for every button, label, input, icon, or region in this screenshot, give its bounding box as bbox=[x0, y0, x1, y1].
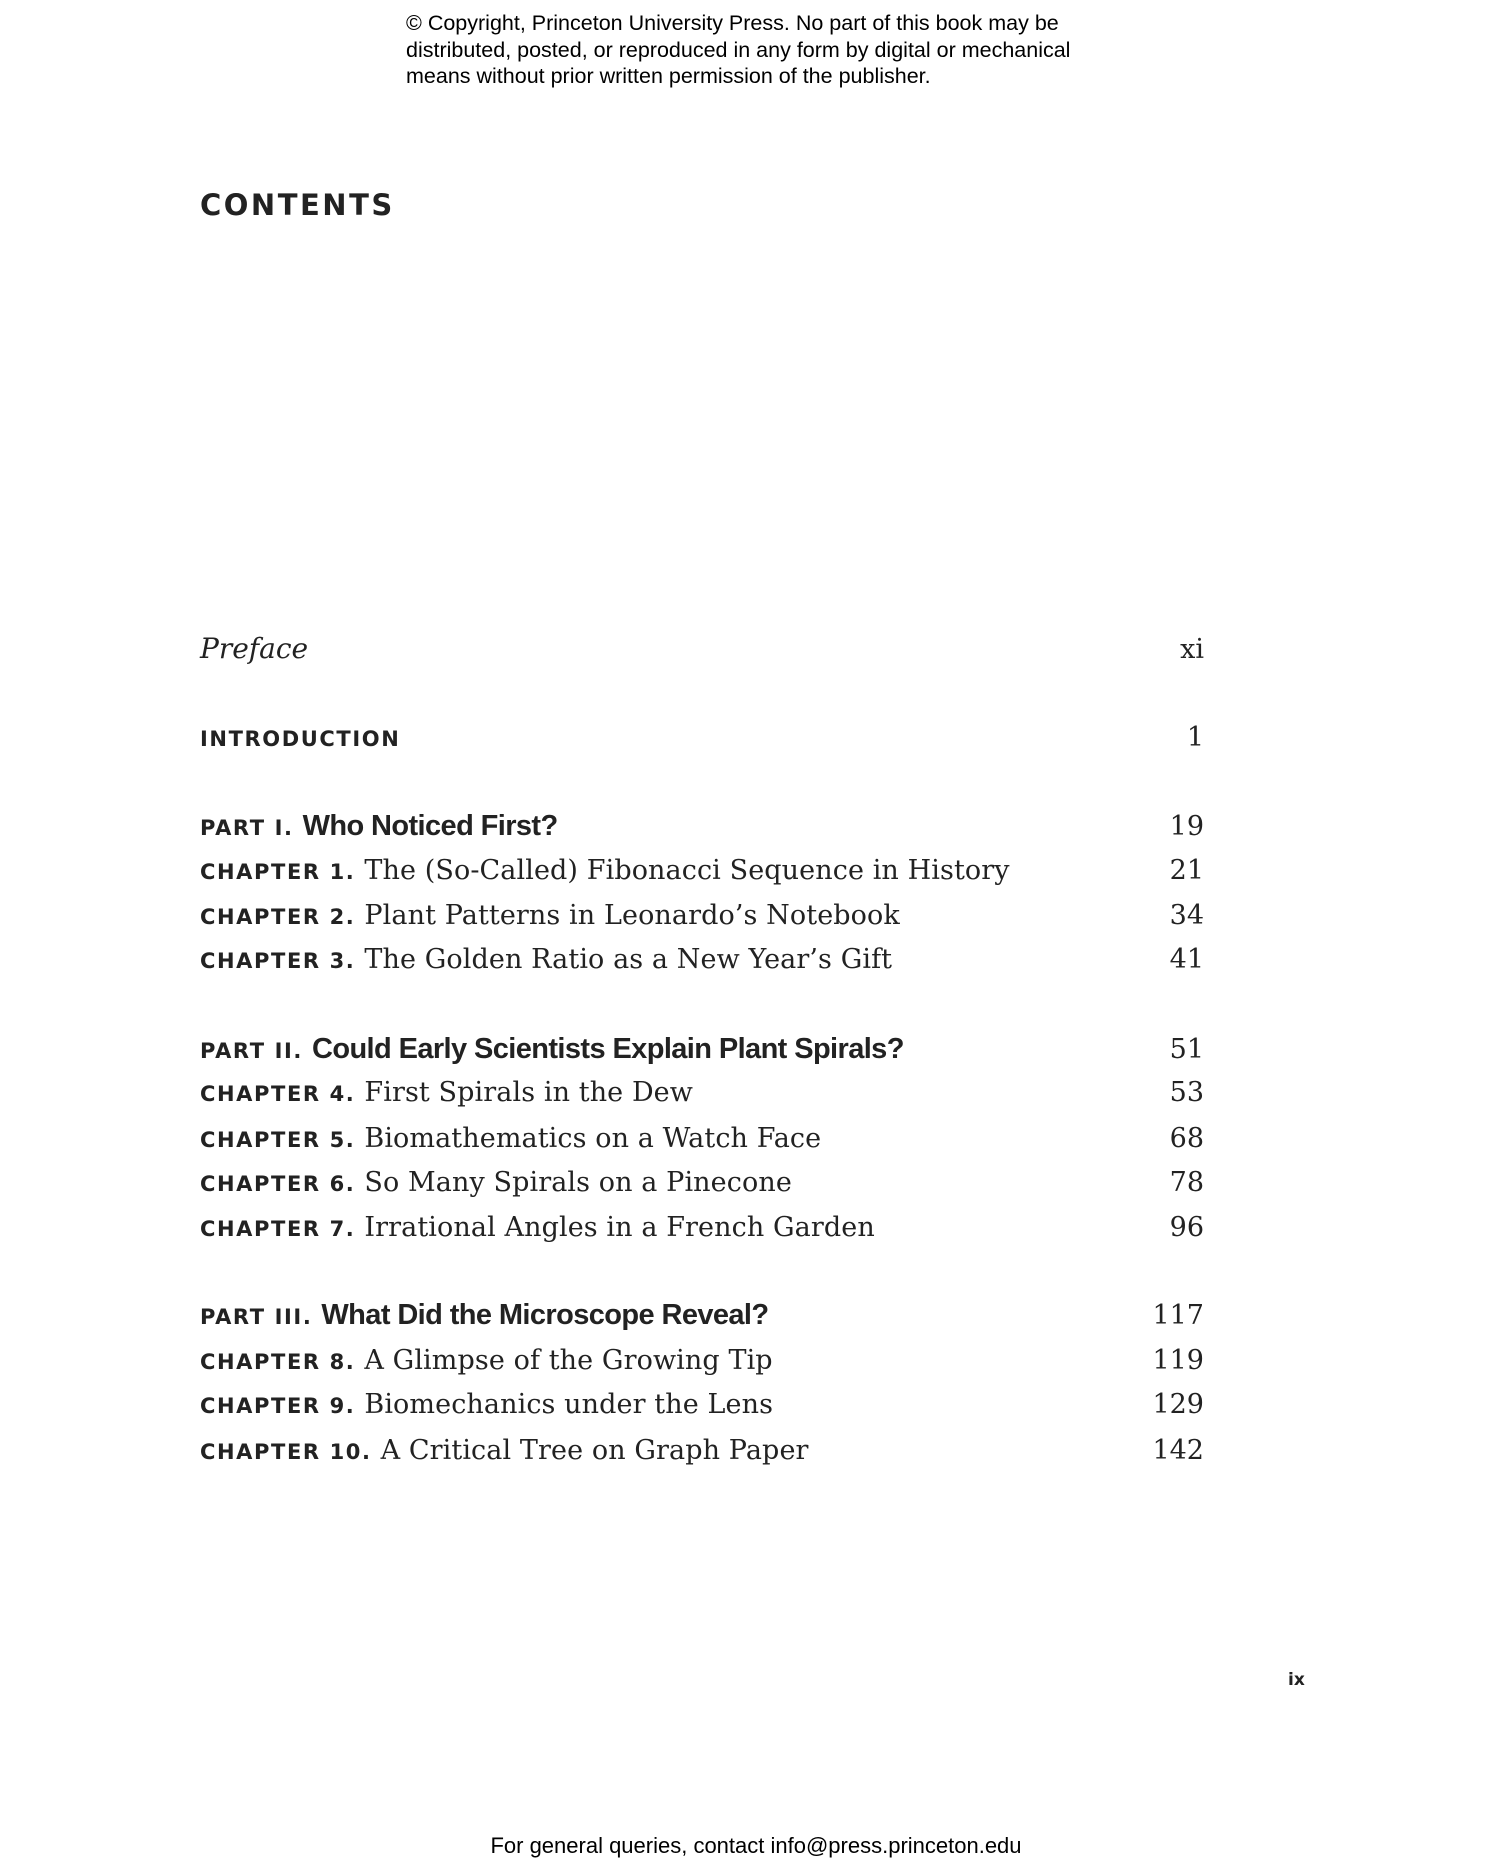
toc-page-number: 51 bbox=[1169, 1034, 1204, 1065]
toc-page-number: 34 bbox=[1169, 900, 1204, 931]
toc-page-number: 53 bbox=[1169, 1077, 1204, 1108]
footer-contact: For general queries, contact info@press.princeton.edu bbox=[490, 1833, 1022, 1858]
toc-page-number: 41 bbox=[1169, 944, 1204, 975]
toc-entry-title: Preface bbox=[200, 632, 309, 665]
part-label: PART III. bbox=[200, 1305, 313, 1329]
toc-entry-introduction[interactable] bbox=[200, 722, 1204, 762]
part-label: PART II. bbox=[200, 1039, 303, 1063]
toc-page-number: 119 bbox=[1152, 1345, 1204, 1376]
toc-page-number: 78 bbox=[1169, 1167, 1204, 1198]
toc-page-number: 68 bbox=[1169, 1123, 1204, 1154]
toc-page-number: 129 bbox=[1152, 1389, 1204, 1420]
toc-page-number: 117 bbox=[1152, 1300, 1204, 1331]
toc-chapter[interactable] bbox=[200, 944, 1204, 984]
part-title: Who Noticed First? bbox=[302, 810, 558, 842]
toc-chapter[interactable] bbox=[200, 1435, 1204, 1475]
copyright-line: © Copyright, Princeton University Press. No part of this book may be bbox=[406, 11, 1059, 35]
toc-page-number: 1 bbox=[1186, 722, 1204, 753]
toc-chapter[interactable] bbox=[200, 1389, 1204, 1429]
toc-entry-title: INTRODUCTION bbox=[200, 727, 401, 751]
chapter-title: The Golden Ratio as a New Year’s Gift bbox=[364, 944, 893, 975]
toc-page-number: 21 bbox=[1169, 855, 1204, 886]
chapter-title: Irrational Angles in a French Garden bbox=[364, 1212, 875, 1243]
part-title: Could Early Scientists Explain Plant Spirals? bbox=[311, 1033, 904, 1065]
chapter-label: CHAPTER 2. bbox=[200, 905, 356, 929]
toc-chapter[interactable] bbox=[200, 1345, 1204, 1385]
part-label: PART I. bbox=[200, 816, 294, 840]
chapter-label: CHAPTER 5. bbox=[200, 1128, 356, 1152]
copyright-line: distributed, posted, or reproduced in any form by digital or mechanical bbox=[406, 37, 1071, 62]
toc-chapter[interactable] bbox=[200, 1212, 1204, 1252]
chapter-title: Plant Patterns in Leonardo’s Notebook bbox=[364, 900, 900, 931]
chapter-title: First Spirals in the Dew bbox=[364, 1077, 693, 1108]
chapter-label: CHAPTER 10. bbox=[200, 1440, 372, 1464]
toc-entry-preface[interactable] bbox=[200, 632, 1204, 672]
chapter-label: CHAPTER 9. bbox=[200, 1394, 356, 1418]
page-folio: ix bbox=[1288, 1670, 1305, 1690]
chapter-title: The (So-Called) Fibonacci Sequence in History bbox=[364, 855, 1010, 886]
toc-chapter[interactable] bbox=[200, 1123, 1204, 1163]
part-title: What Did the Microscope Reveal? bbox=[321, 1299, 769, 1331]
chapter-label: CHAPTER 8. bbox=[200, 1350, 356, 1374]
toc-chapter[interactable] bbox=[200, 855, 1204, 895]
chapter-label: CHAPTER 7. bbox=[200, 1217, 356, 1241]
chapter-label: CHAPTER 4. bbox=[200, 1082, 356, 1106]
chapter-title: Biomechanics under the Lens bbox=[364, 1389, 774, 1420]
toc-page-number: 96 bbox=[1169, 1212, 1204, 1243]
chapter-label: CHAPTER 3. bbox=[200, 949, 356, 973]
toc-page-number: 19 bbox=[1169, 811, 1204, 842]
copyright-line: means without prior written permission of the publisher. bbox=[406, 64, 931, 88]
toc-chapter[interactable] bbox=[200, 1167, 1204, 1207]
toc-chapter[interactable] bbox=[200, 1077, 1204, 1117]
chapter-label: CHAPTER 6. bbox=[200, 1172, 356, 1196]
toc-chapter[interactable] bbox=[200, 900, 1204, 940]
page-title: CONTENTS bbox=[200, 188, 395, 222]
chapter-title: Biomathematics on a Watch Face bbox=[364, 1123, 822, 1154]
chapter-label: CHAPTER 1. bbox=[200, 860, 356, 884]
toc-part[interactable] bbox=[200, 1299, 1204, 1339]
toc-page-number: xi bbox=[1180, 634, 1204, 665]
chapter-title: A Glimpse of the Growing Tip bbox=[364, 1345, 773, 1376]
chapter-title: A Critical Tree on Graph Paper bbox=[380, 1435, 809, 1466]
chapter-title: So Many Spirals on a Pinecone bbox=[364, 1167, 792, 1198]
copyright-notice bbox=[406, 10, 1126, 90]
toc-page-number: 142 bbox=[1152, 1435, 1204, 1466]
toc-part[interactable] bbox=[200, 1033, 1204, 1073]
toc-part[interactable] bbox=[200, 810, 1204, 850]
